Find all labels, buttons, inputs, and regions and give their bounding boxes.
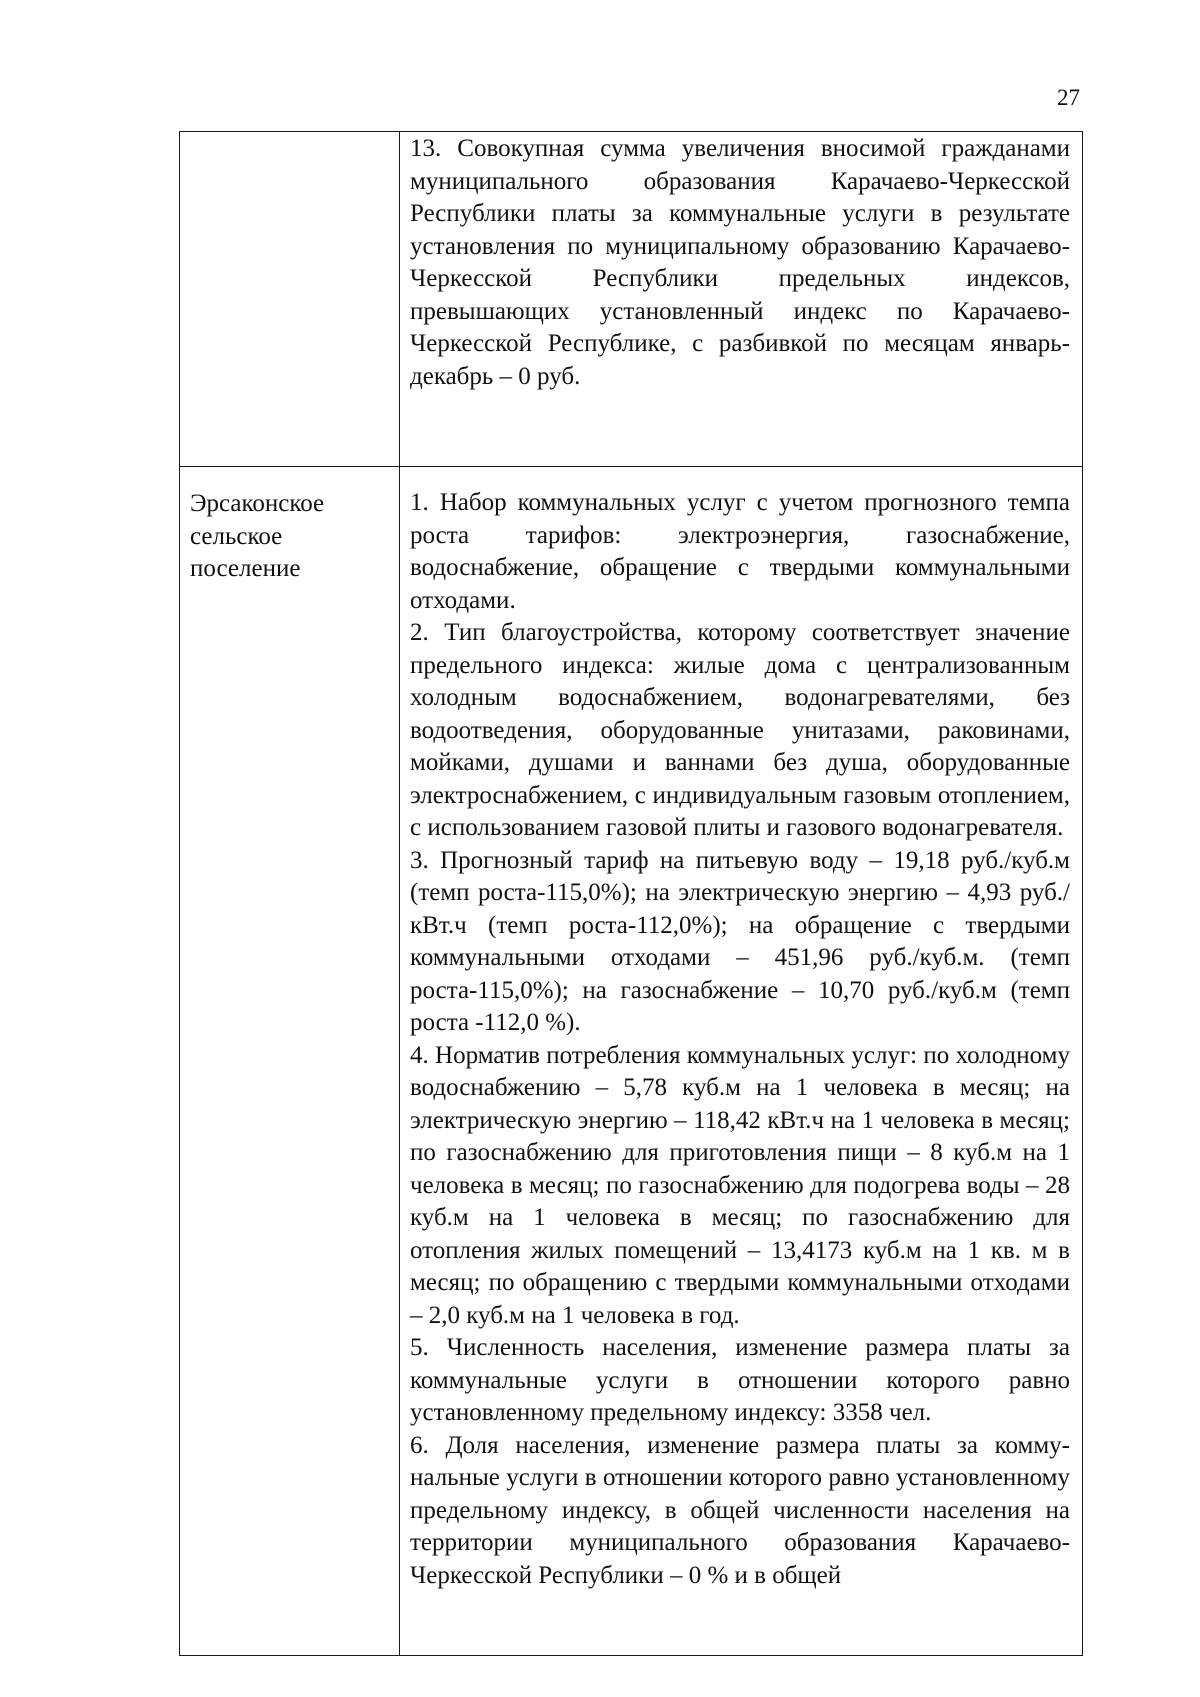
table-row [180,132,1083,467]
item-2-improvement-type: 2. Тип благоустройства, которому соответствует значение предельного индекса: жилые дома с централизованным холодным водоснабжением, водонагревателями, без водоотведения, оборудованные унитазами, раковинами, мойками, душами и ваннами без душа, оборудованные электроснабжением, с индивидуальным газовым отоплением, с использованием газовой плиты и газового водонагревателя. [410,619,1070,841]
page-number: 27 [1057,85,1080,110]
municipality-name-line: Эрсаконское [190,490,325,517]
item-4-consumption-norms: 4. Норматив потребления коммунальных услуг: по холодному водоснабжению – 5,78 куб.м на 1 человека в месяц; на электрическую энергию – 118,42 кВт.ч на 1 человека в месяц; по газоснабжению для приготовления пищи – 8 куб.м на 1 человека в месяц; по газоснабжению для подогрева воды – 28 куб.м на 1 человека в месяц; по газоснабжению для отопления жилых помещений – 13,4173 куб.м на 1 кв. м в месяц; по обращению с твердыми коммунальными отходами – 2,0 куб.м на 1 человека в год. [410,1041,1070,1329]
description-cell [400,132,1083,467]
description-cell [400,467,1083,1656]
municipality-name-line: сельское [190,522,283,550]
table-row [180,467,1083,1656]
municipality-cell-empty [180,132,400,467]
item-13-total-increase: 13. Совокупная сумма увеличения вносимой гражданами муниципального образования Карачаево-Черкесской Республики платы за коммунальные услуги в результате установления по муниципальному образованию Карачаево-Черкесской Республики предельных индексов, превышающих установленный индекс по Карачаево-Черкесской Республике, с разбивкой по месяцам январь-декабрь – 0 руб. [410,135,1070,390]
item-3-forecast-tariffs: 3. Прогнозный тариф на питьевую воду – 19,18 руб./куб.м (темп роста-115,0%); на электрическую энергию – 4,93 руб./кВт.ч (темп роста-112,0%); на обращение с твердыми коммунальными отходами – 451,96 руб./куб.м. (темп роста-115,0%); на газоснабжение – 10,70 руб./куб.м (темп роста -112,0 %). [410,846,1070,1036]
municipality-name-line: поселение [190,555,301,582]
item-1-services-set: 1. Набор коммунальных услуг с учетом прогнозного темпа роста тарифов: электроэнергия, газоснабжение, водоснабжение, обращение с твердыми коммунальными отходами. [410,489,1070,614]
municipality-indices-table [179,131,1083,1656]
item-5-population-count: 5. Численность населения, изменение размера платы за коммунальные услуги в отношении которого равно установленному предельному индексу: 3358 чел. [410,1334,1070,1426]
item-6-population-share: 6. Доля населения, изменение размера платы за коммунальные услуги в отношении которого равно установленному предельному индексу, в общей численности населения на территории муниципального образования Карачаево-Черкесской Республики – 0 % и в общей [410,1431,1070,1589]
municipality-cell [180,467,400,1656]
